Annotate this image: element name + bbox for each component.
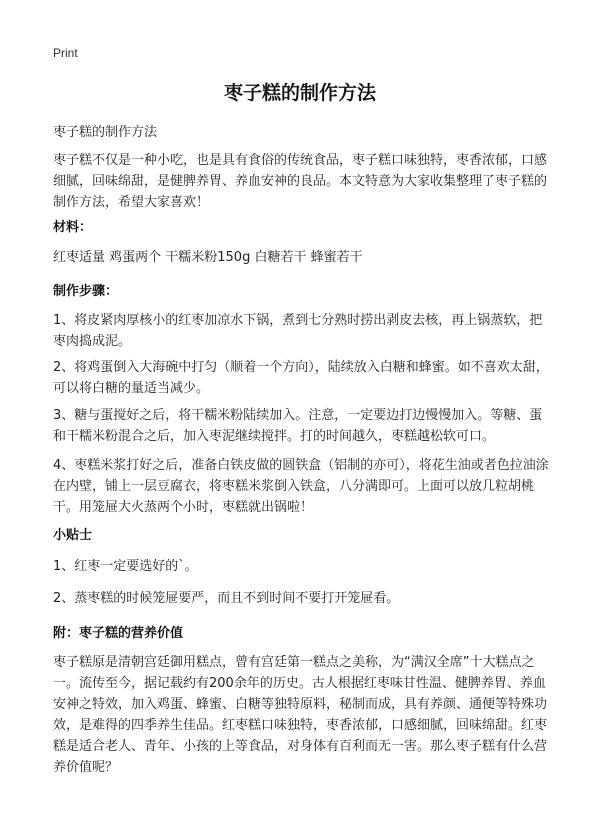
page-title: 枣子糕的制作方法	[223, 82, 376, 104]
step-item-3: 3、糖与蛋搅好之后，将干糯米粉陆续加入。注意，一定要边打边慢慢加入。等糖、蛋和干糯米粉混合之后，加入枣泥继续搅拌。打的时间越久，枣糕越松软可口。	[53, 408, 543, 444]
tip-item-2: 2、蒸枣糕的时候笼屉要严，而且不到时间不要打开笼屉看。	[53, 591, 400, 606]
step-item-2: 2、将鸡蛋倒入大海碗中打匀（顺着一个方向），陆续放入白糖和蜂蜜。如不喜欢太甜，可以将白糖的量适当减少。	[53, 360, 549, 396]
materials-heading: 材料：	[53, 220, 93, 235]
document-subtitle: 枣子糕的制作方法	[53, 125, 158, 140]
materials-text: 红枣适量 鸡蛋两个 干糯米粉150g 白糖若干 蜂蜜若干	[53, 250, 363, 265]
intro-paragraph: 枣子糕不仅是一种小吃，也是具有食俗的传统食品，枣子糕口味独特，枣香浓郁，口感细腻，回味绵甜，是健脾养胃、养血安神的良品。本文特意为大家收集整理了枣子糕的制作方法，希望大家喜欢！	[53, 153, 548, 210]
step-item-4: 4、枣糕米浆打好之后，准备白铁皮做的圆铁盒（铝制的亦可），将花生油或者色拉油涂在内壁，铺上一层豆腐衣，将枣糕米浆倒入铁盒，八分满即可。上面可以放几粒胡桃干。用笼屉大火蒸两个小时，枣糕就出锅啦！	[53, 458, 549, 515]
print-label: Print	[53, 46, 78, 60]
steps-heading: 制作步骤：	[53, 284, 119, 299]
tips-heading: 小贴士	[53, 528, 93, 543]
nutrition-heading: 附：枣子糕的营养价值	[53, 626, 184, 641]
step-item-1: 1、将皮紧肉厚核小的红枣加凉水下锅，煮到七分熟时捞出剥皮去核，再上锅蒸软，把枣肉捣成泥。	[53, 313, 543, 349]
tip-item-1: 1、红枣一定要选好的`。	[53, 559, 198, 574]
nutrition-paragraph: 枣子糕原是清朝宫廷御用糕点，曾有宫廷第一糕点之美称，为“满汉全席”十大糕点之一。流传至今，据记载约有200余年的历史。古人根据红枣味甘性温、健脾养胃、养血安神之特效，加入鸡蛋、蜂蜜、白糖等独特原料，秘制而成，具有养颜、通便等特殊功效，是难得的四季养生佳品。红枣糕口味独特，枣香浓郁，口感细腻，回味绵甜。红枣糕是适合老人、青年、小孩的上等食品，对身体有百利而无一害。那么枣子糕有什么营养价值呢？	[53, 655, 548, 775]
